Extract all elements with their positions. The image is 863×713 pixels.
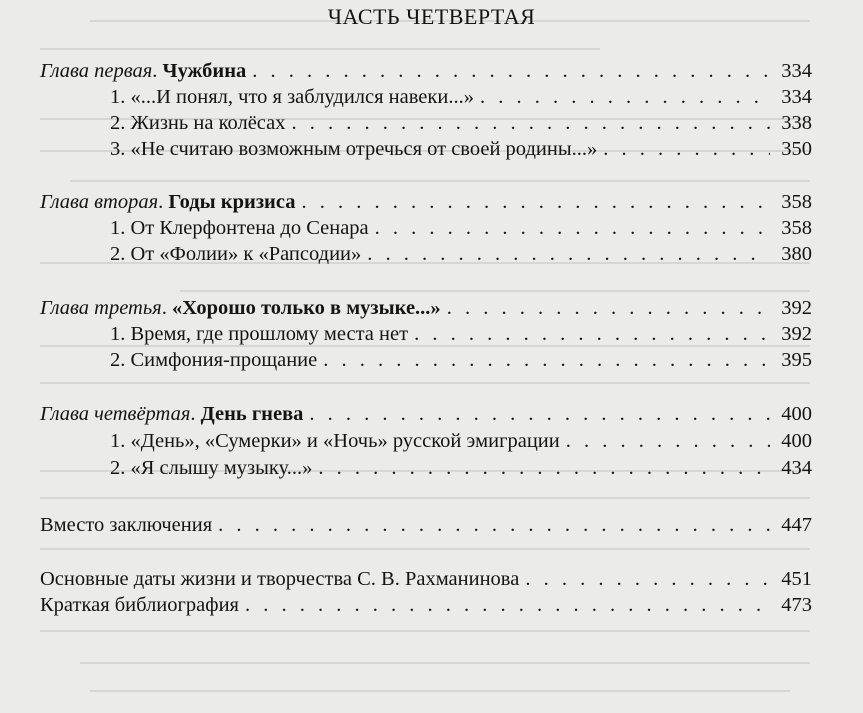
entry-title: Вместо заключения [40, 514, 213, 536]
section-entry[interactable] [110, 241, 812, 267]
section-title: 1. Время, где прошлому места нет [110, 323, 409, 345]
section-title: 2. Жизнь на колёсах [110, 112, 286, 134]
part-heading: ЧАСТЬ ЧЕТВЕРТАЯ [327, 4, 536, 29]
section-title: 1. От Клерфонтена до Сенара [110, 217, 369, 239]
chapter-name: «Хорошо только в музыке...» [171, 297, 441, 319]
leader-dots [318, 455, 770, 481]
chapter-prefix: Глава третья [40, 297, 162, 319]
page-number: 392 [781, 297, 812, 319]
section-entry[interactable] [110, 455, 812, 481]
chapter-name: Годы кризиса [168, 191, 296, 213]
page-number: 400 [781, 403, 812, 425]
back-matter-entry[interactable] [40, 512, 812, 538]
leader-dots [480, 84, 770, 110]
chapter-entry[interactable]: Глава четвёртая. День гнева . . . 400 [40, 401, 812, 427]
chapter-name: День гнева [200, 403, 304, 425]
chapter-prefix: Глава вторая [40, 191, 159, 213]
chapter-name: Чужбина [162, 60, 247, 82]
page-number: 358 [781, 191, 812, 213]
chapter-prefix: Глава четвёртая [40, 403, 191, 425]
section-entry[interactable] [110, 110, 812, 136]
leader-dots [301, 189, 770, 215]
section-title: 1. «...И понял, что я заблудился навеки...» [110, 86, 474, 108]
page-number: 380 [781, 243, 812, 265]
leader-dots [447, 295, 770, 321]
page-number: 350 [781, 138, 812, 160]
section-entry[interactable] [110, 347, 812, 373]
page-number: 338 [781, 112, 812, 134]
section-entry[interactable] [110, 321, 812, 347]
chapter-entry[interactable]: Глава первая. Чужбина . . . 334 [40, 58, 812, 84]
section-entry[interactable] [110, 136, 812, 162]
chapter-entry[interactable]: Глава вторая. Годы кризиса . . . 358 [40, 189, 812, 215]
leader-dots [525, 566, 770, 592]
page-number: 447 [781, 514, 812, 536]
leader-dots [323, 347, 770, 373]
leader-dots [566, 428, 770, 454]
section-title: 2. Симфония-прощание [110, 349, 318, 371]
back-matter-entry[interactable] [40, 566, 812, 592]
section-title: 2. «Я слышу музыку...» [110, 457, 313, 479]
section-entry[interactable] [110, 84, 812, 110]
page-number: 334 [781, 60, 812, 82]
entry-title: Краткая библиография [40, 594, 239, 616]
section-entry[interactable] [110, 428, 812, 454]
section-entry[interactable] [110, 215, 812, 241]
leader-dots [375, 215, 770, 241]
back-matter-entry[interactable] [40, 592, 812, 618]
leader-dots [252, 58, 770, 84]
leader-dots [367, 241, 770, 267]
entry-title: Основные даты жизни и творчества С. В. Рахманинова [40, 568, 520, 590]
page-number: 358 [781, 217, 812, 239]
page-number: 451 [781, 568, 812, 590]
page-number: 400 [781, 430, 812, 452]
section-title: 3. «Не считаю возможным отречься от своей родины...» [110, 138, 598, 160]
chapter-prefix: Глава первая [40, 60, 153, 82]
leader-dots [414, 321, 770, 347]
chapter-entry[interactable]: Глава третья. «Хорошо только в музыке...» . . . 392 [40, 295, 812, 321]
leader-dots [292, 110, 770, 136]
page-number: 395 [781, 349, 812, 371]
page-number: 434 [781, 457, 812, 479]
page-number: 334 [781, 86, 812, 108]
page-number: 473 [781, 594, 812, 616]
leader-dots [245, 592, 770, 618]
leader-dots [309, 401, 770, 427]
leader-dots [603, 136, 770, 162]
section-title: 2. От «Фолии» к «Рапсодии» [110, 243, 362, 265]
leader-dots [218, 512, 770, 538]
page-number: 392 [781, 323, 812, 345]
section-title: 1. «День», «Сумерки» и «Ночь» русской эмиграции [110, 430, 560, 452]
